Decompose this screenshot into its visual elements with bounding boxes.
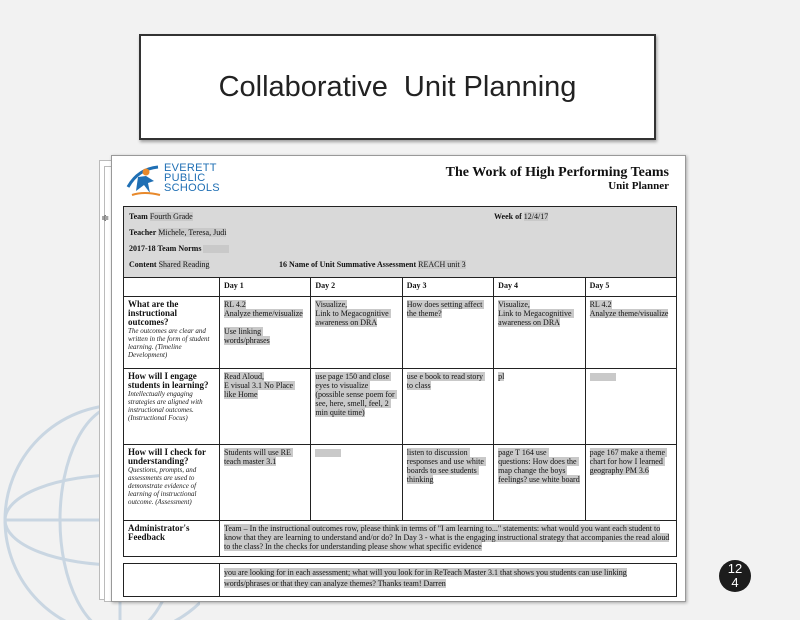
feedback-text: Team – In the instructional outcomes row, please think in terms of "I am learning to..." statements: what would you want each student to know that they are learning to understand and/or do? In Day 3 - what is the engaging instructional strategy that accompanies the read aloud to the class? In the checks for understanding please show what specific evidence: [224, 524, 670, 551]
plan-cell: [311, 369, 402, 445]
unit-planner-document: [111, 155, 686, 602]
plan-cell-text: page 167 make a theme chart for how I learned geography PM 3.6: [589, 448, 668, 475]
row-subtext: Intellectually engaging strategies are aligned with instructional outcomes. (Instructional Focus): [128, 390, 203, 422]
week-value: 12/4/17: [523, 212, 549, 221]
row-label-outcomes: [124, 297, 220, 369]
plan-cell-text: Visualize, Link to Megacognitive awareness on DRA: [315, 300, 389, 327]
plan-cell-text: RL 4.2 Analyze theme/visualize Use linking words/phrases: [224, 300, 303, 345]
unit-info-block: [124, 207, 677, 278]
feedback-continuation-label: [124, 564, 220, 597]
plan-cell: [402, 445, 493, 521]
norms-value: [203, 245, 229, 253]
plan-cell: [311, 297, 402, 369]
week-label: Week of: [494, 212, 522, 221]
plan-cell-text: use e book to read story to class: [406, 372, 485, 390]
day-header: Day 3: [402, 278, 493, 297]
day-header: Day 4: [494, 278, 585, 297]
row-question: How will I check for understanding?: [128, 447, 206, 466]
feedback-continuation-table: [123, 563, 677, 597]
corner-cell: [124, 278, 220, 297]
planner-table: [123, 206, 677, 557]
align-marker: ≑: [101, 213, 110, 224]
row-subtext: Questions, prompts, and assessments are used to demonstrate evidence of learning of instructional outcome. (Assessment): [128, 466, 197, 506]
plan-cell: [402, 297, 493, 369]
row-question: What are the instructional outcomes?: [128, 299, 179, 327]
document-subtitle: Unit Planner: [608, 180, 669, 192]
logo-wordmark: [164, 163, 220, 193]
plan-cell-text: pl: [498, 372, 505, 381]
content-label: Content: [129, 260, 157, 269]
plan-cell: [494, 369, 585, 445]
slide-title: Collaborative Unit Planning: [139, 34, 656, 140]
plan-cell: [585, 369, 676, 445]
team-value: Fourth Grade: [149, 212, 193, 221]
plan-cell-text: listen to discussion responses and use white boards to see students thinking: [406, 448, 486, 484]
row-label-understanding: [124, 445, 220, 521]
feedback-label: [124, 521, 220, 557]
plan-cell: [220, 297, 311, 369]
assessment-value: REACH unit 3: [418, 260, 466, 269]
logo-line-1: EVERETT: [164, 162, 217, 174]
row-subtext: The outcomes are clear and written in the form of student learning. (Timeline Development): [128, 327, 210, 359]
plan-cell-text: use page 150 and close eyes to visualize (possible sense poem for see, here, smell, feel, 2 min quite time): [315, 372, 397, 417]
assessment-label: 16 Name of Unit Summative Assessment: [279, 260, 417, 269]
teacher-value: Michele, Teresa, Judi: [158, 228, 227, 237]
plan-cell-text: RL 4.2 Analyze theme/visualize: [589, 300, 669, 318]
day-header: Day 1: [220, 278, 311, 297]
logo-line-3: SCHOOLS: [164, 182, 220, 194]
plan-cell-text: Students will use RE teach master 3.1: [224, 448, 293, 466]
day-header: Day 2: [311, 278, 402, 297]
team-label: Team: [129, 212, 148, 221]
plan-cell-text: How does setting affect the theme?: [406, 300, 485, 318]
plan-cell: [220, 445, 311, 521]
empty-highlight: [590, 373, 616, 381]
content-value: Shared Reading: [158, 260, 210, 269]
teacher-label: Teacher: [129, 228, 157, 237]
logo-line-2: PUBLIC: [164, 172, 206, 184]
norms-label: 2017-18 Team Norms: [129, 244, 202, 253]
plan-cell: [494, 297, 585, 369]
plan-cell-text: Read Aloud, E visual 3.1 No Place like Home: [224, 372, 294, 399]
slide-number: 12 4: [719, 560, 751, 592]
plan-cell: [311, 445, 402, 521]
day-header: Day 5: [585, 278, 676, 297]
plan-cell: [585, 297, 676, 369]
plan-cell-text: Visualize, Link to Megacognitive awareness on DRA: [498, 300, 572, 327]
plan-cell: [402, 369, 493, 445]
feedback-continued-text: you are looking for in each assessment; what will you look for in ReTeach Master 3.1 that shows you students can use linking words/phrases or that they can analyze themes? Thanks team! Darren: [224, 568, 627, 588]
row-question: How will I engage students in learning?: [128, 371, 209, 390]
row-label-engagement: [124, 369, 220, 445]
empty-highlight: [315, 449, 341, 457]
plan-cell: [220, 369, 311, 445]
plan-cell: [585, 445, 676, 521]
document-title: The Work of High Performing Teams: [445, 165, 669, 180]
feedback-label-text: Administrator's Feedback: [128, 523, 190, 542]
plan-cell-text: page T 164 use questions: How does the map change the boys feelings? use white board: [498, 448, 580, 484]
plan-cell: [494, 445, 585, 521]
feedback-continuation-cell: [220, 564, 677, 597]
feedback-cell: [220, 521, 677, 557]
